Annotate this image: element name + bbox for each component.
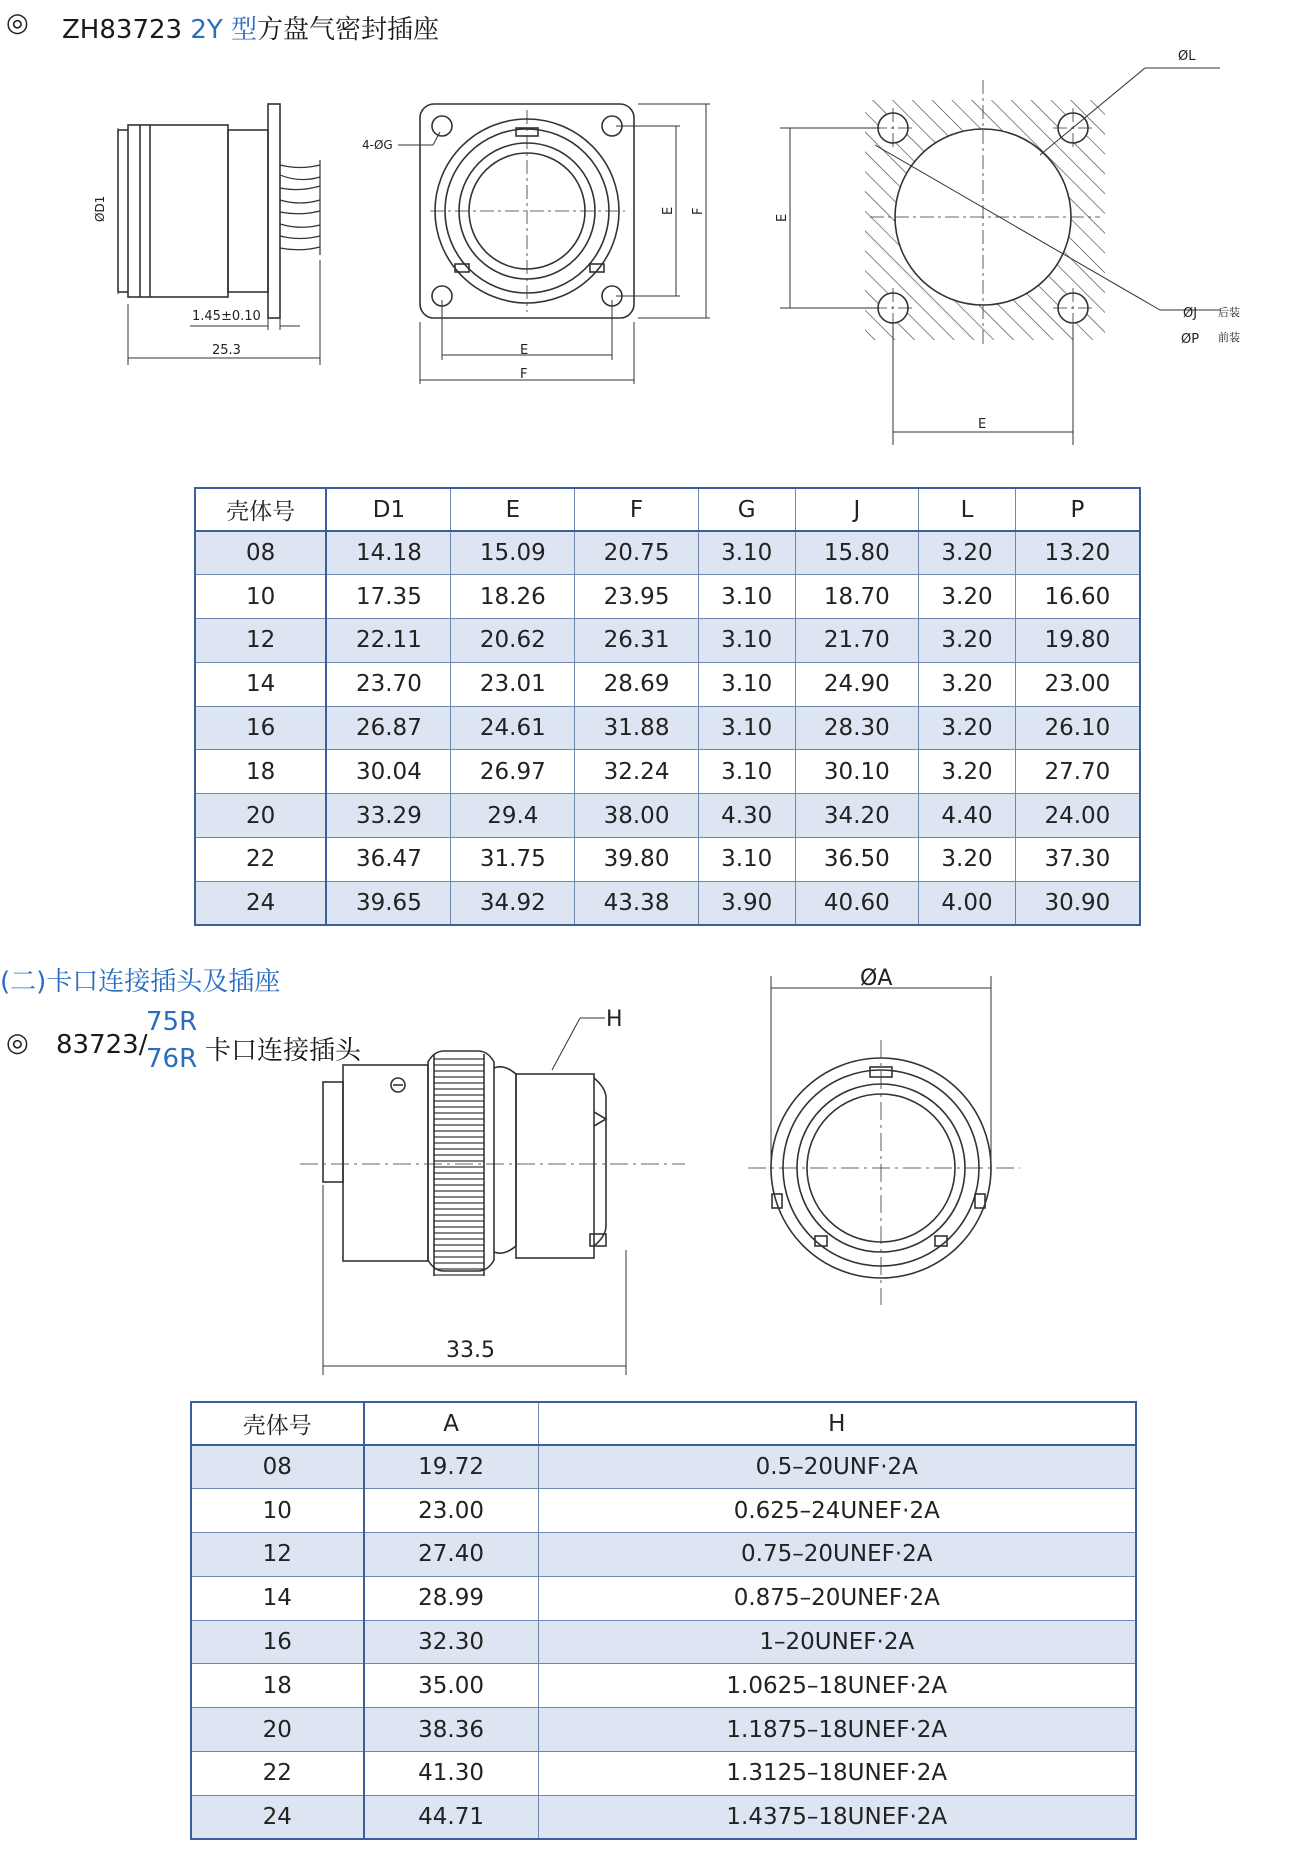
table-cell: 23.00 (364, 1489, 538, 1533)
table-cell: 32.30 (364, 1620, 538, 1664)
table-cell: 37.30 (1015, 838, 1140, 882)
title-type: 2Y 型 (190, 15, 258, 45)
table-cell: 14.18 (326, 531, 451, 575)
table-cell: 36.50 (795, 838, 919, 882)
table-cell: 18.70 (795, 575, 919, 619)
table-cell: 0.875–20UNEF·2A (538, 1576, 1136, 1620)
table-cell: 22.11 (326, 619, 451, 663)
table-cell: 3.10 (698, 750, 795, 794)
table-cell: 15.80 (795, 531, 919, 575)
table-cell: 34.92 (451, 881, 575, 925)
table-cell: 3.10 (698, 662, 795, 706)
table-row (191, 1620, 1136, 1664)
bullet-icon: ◎ (6, 8, 29, 38)
cutout-e-v-label: E (775, 213, 790, 222)
table-cell: 16 (191, 1620, 364, 1664)
table-cell: 3.90 (698, 881, 795, 925)
header-cell: F (575, 488, 699, 531)
table-cell: 3.20 (919, 531, 1016, 575)
front-e-v-label: E (661, 206, 676, 215)
table-cell: 4.00 (919, 881, 1016, 925)
header-cell: A (364, 1402, 538, 1445)
table-cell: 27.70 (1015, 750, 1140, 794)
cutout-p-label: ØP (1181, 332, 1200, 347)
table-cell: 33.29 (326, 794, 451, 838)
table-cell: 12 (191, 1533, 364, 1577)
table-cell: 38.36 (364, 1708, 538, 1752)
table-row (191, 1752, 1136, 1796)
table-cell: 3.10 (698, 531, 795, 575)
table-cell: 14 (195, 662, 326, 706)
table-cell: 18 (191, 1664, 364, 1708)
table-cell: 08 (195, 531, 326, 575)
table-row (191, 1445, 1136, 1489)
plug-a-label: ØA (860, 966, 893, 991)
table-cell: 39.65 (326, 881, 451, 925)
table-cell: 30.04 (326, 750, 451, 794)
table-cell: 10 (195, 575, 326, 619)
table-cell: 28.69 (575, 662, 699, 706)
table-cell: 4.30 (698, 794, 795, 838)
table-cell: 1.1875–18UNEF·2A (538, 1708, 1136, 1752)
cutout-e-h-label: E (978, 417, 987, 432)
table-cell: 38.00 (575, 794, 699, 838)
table-cell: 3.10 (698, 575, 795, 619)
table-cell: 26.87 (326, 706, 451, 750)
title-name: 方盘气密封插座 (257, 15, 440, 45)
table-row (191, 1795, 1136, 1839)
dim-length-label: 25.3 (212, 343, 241, 358)
table-cell: 24.00 (1015, 794, 1140, 838)
table-cell: 24 (195, 881, 326, 925)
section2-heading: (二)卡口连接插头及插座 (0, 967, 281, 997)
table-cell: 20.75 (575, 531, 699, 575)
cutout-j-label: ØJ (1183, 306, 1198, 321)
plug-model: 83723/ (56, 1030, 148, 1060)
table-cell: 22 (191, 1752, 364, 1796)
table-cell: 23.01 (451, 662, 575, 706)
table-cell: 18 (195, 750, 326, 794)
table-cell: 19.72 (364, 1445, 538, 1489)
header-cell: P (1015, 488, 1140, 531)
table-cell: 20 (195, 794, 326, 838)
table-cell: 14 (191, 1576, 364, 1620)
table-cell: 18.26 (451, 575, 575, 619)
table-cell: 3.20 (919, 750, 1016, 794)
table-cell: 3.10 (698, 706, 795, 750)
table-cell: 10 (191, 1489, 364, 1533)
table-cell: 24.90 (795, 662, 919, 706)
header-cell: H (538, 1402, 1136, 1445)
table-cell: 40.60 (795, 881, 919, 925)
plug-variant-bottom: 76R (146, 1044, 198, 1074)
table-cell: 13.20 (1015, 531, 1140, 575)
table-cell: 23.00 (1015, 662, 1140, 706)
table-cell: 24 (191, 1795, 364, 1839)
plug-h-label: H (606, 1007, 623, 1032)
table-cell: 3.10 (698, 838, 795, 882)
table-cell: 27.40 (364, 1533, 538, 1577)
plug-title: 卡口连接插头 (205, 1036, 362, 1066)
table-cell: 23.95 (575, 575, 699, 619)
table-cell: 31.75 (451, 838, 575, 882)
cutout-j-note: 后装 (1218, 306, 1240, 319)
table-cell: 35.00 (364, 1664, 538, 1708)
cutout-p-note: 前装 (1218, 331, 1240, 344)
table-cell: 3.20 (919, 619, 1016, 663)
cutout-l-label: ØL (1178, 49, 1196, 64)
table-cell: 3.20 (919, 838, 1016, 882)
table-cell: 39.80 (575, 838, 699, 882)
header-cell: G (698, 488, 795, 531)
table-cell: 22 (195, 838, 326, 882)
table-cell: 43.38 (575, 881, 699, 925)
header-cell: J (795, 488, 919, 531)
table-cell: 24.61 (451, 706, 575, 750)
table-cell: 0.625–24UNEF·2A (538, 1489, 1136, 1533)
holes-label: 4-ØG (362, 138, 393, 152)
table-cell: 0.5–20UNF·2A (538, 1445, 1136, 1489)
table-cell: 1.0625–18UNEF·2A (538, 1664, 1136, 1708)
table-cell: 1.4375–18UNEF·2A (538, 1795, 1136, 1839)
table-cell: 29.4 (451, 794, 575, 838)
bullet-icon: ◎ (6, 1028, 29, 1058)
table-cell: 19.80 (1015, 619, 1140, 663)
table-cell: 1–20UNEF·2A (538, 1620, 1136, 1664)
table-cell: 16 (195, 706, 326, 750)
header-cell: D1 (326, 488, 451, 531)
plug-variant-top: 75R (146, 1007, 198, 1037)
table-cell: 16.60 (1015, 575, 1140, 619)
table-cell: 28.30 (795, 706, 919, 750)
table-cell: 3.20 (919, 662, 1016, 706)
table-cell: 23.70 (326, 662, 451, 706)
table-cell: 30.10 (795, 750, 919, 794)
plug-length-label: 33.5 (446, 1338, 495, 1363)
table-cell: 28.99 (364, 1576, 538, 1620)
table-cell: 3.20 (919, 575, 1016, 619)
dim-d1-label: ØD1 (93, 195, 107, 222)
table-cell: 3.20 (919, 706, 1016, 750)
table-cell: 0.75–20UNEF·2A (538, 1533, 1136, 1577)
table-cell: 3.10 (698, 619, 795, 663)
table-cell: 20.62 (451, 619, 575, 663)
front-f-label: F (520, 367, 528, 382)
table-cell: 08 (191, 1445, 364, 1489)
table-row (191, 1489, 1136, 1533)
table-cell: 26.31 (575, 619, 699, 663)
title-model: ZH83723 (62, 15, 183, 45)
table-cell: 1.3125–18UNEF·2A (538, 1752, 1136, 1796)
table-cell: 20 (191, 1708, 364, 1752)
table-cell: 26.97 (451, 750, 575, 794)
dim-thickness-label: 1.45±0.10 (192, 309, 261, 324)
table-row (191, 1576, 1136, 1620)
table-cell: 44.71 (364, 1795, 538, 1839)
table-cell: 34.20 (795, 794, 919, 838)
header-cell: L (919, 488, 1016, 531)
table-cell: 15.09 (451, 531, 575, 575)
front-e-label: E (520, 343, 529, 358)
table-row (191, 1708, 1136, 1752)
table-cell: 30.90 (1015, 881, 1140, 925)
table-cell: 32.24 (575, 750, 699, 794)
table-cell: 12 (195, 619, 326, 663)
table-cell: 17.35 (326, 575, 451, 619)
table-cell: 26.10 (1015, 706, 1140, 750)
header-cell: 壳体号 (191, 1402, 364, 1445)
header-cell: 壳体号 (195, 488, 326, 531)
table-cell: 4.40 (919, 794, 1016, 838)
plug-dimensions-table (190, 1401, 1137, 1840)
table-cell: 36.47 (326, 838, 451, 882)
front-f-v-label: F (691, 207, 706, 215)
table-row (191, 1664, 1136, 1708)
table-cell: 31.88 (575, 706, 699, 750)
table-cell: 21.70 (795, 619, 919, 663)
table-cell: 41.30 (364, 1752, 538, 1796)
header-cell: E (451, 488, 575, 531)
table-row (191, 1533, 1136, 1577)
